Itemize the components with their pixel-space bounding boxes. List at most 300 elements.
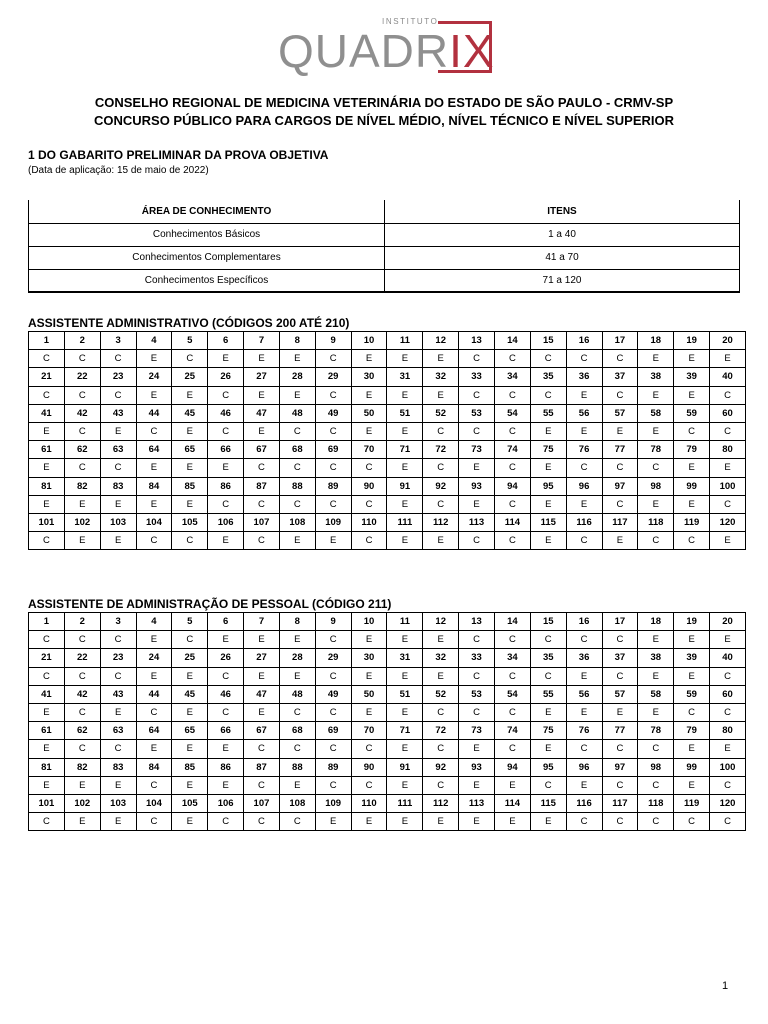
answer-cell: E (351, 703, 387, 721)
question-number: 69 (315, 722, 351, 740)
question-number: 120 (710, 513, 746, 531)
answer-cell: E (387, 422, 423, 440)
question-number: 29 (315, 649, 351, 667)
question-number: 96 (566, 477, 602, 495)
question-number: 103 (100, 513, 136, 531)
question-number: 76 (566, 722, 602, 740)
question-number: 42 (64, 685, 100, 703)
area-items: 71 a 120 (385, 269, 740, 292)
question-number: 71 (387, 722, 423, 740)
question-number: 55 (530, 404, 566, 422)
answer-cell: C (459, 350, 495, 368)
question-number: 112 (423, 513, 459, 531)
answer-cell: C (710, 667, 746, 685)
question-number: 47 (244, 404, 280, 422)
question-number: 17 (602, 332, 638, 350)
question-number: 23 (100, 649, 136, 667)
question-number: 64 (136, 722, 172, 740)
answer-cell: E (638, 350, 674, 368)
answer-cell: E (100, 703, 136, 721)
answer-cell: C (351, 532, 387, 550)
items-col-header: ITENS (385, 200, 740, 223)
question-number: 1 (29, 332, 65, 350)
gabarito-title-1: ASSISTENTE ADMINISTRATIVO (CÓDIGOS 200 ATÉ 210) (28, 316, 350, 330)
question-number: 105 (172, 794, 208, 812)
answer-cell: E (208, 459, 244, 477)
question-number: 75 (530, 441, 566, 459)
question-number: 20 (710, 613, 746, 631)
question-number: 113 (459, 794, 495, 812)
answer-cell: E (208, 740, 244, 758)
answer-cell: C (602, 631, 638, 649)
question-number: 71 (387, 441, 423, 459)
answer-cell: C (674, 422, 710, 440)
answer-cell: E (638, 386, 674, 404)
knowledge-area-header (29, 200, 740, 223)
question-number: 41 (29, 685, 65, 703)
question-number: 109 (315, 513, 351, 531)
question-number: 34 (494, 649, 530, 667)
area-col-header: ÁREA DE CONHECIMENTO (29, 200, 385, 223)
question-number: 100 (710, 758, 746, 776)
answer-cell: C (423, 459, 459, 477)
answer-cell: E (244, 631, 280, 649)
question-number-row (29, 332, 746, 350)
question-number: 87 (244, 758, 280, 776)
question-number: 94 (494, 477, 530, 495)
question-number: 59 (674, 685, 710, 703)
answer-cell: C (494, 350, 530, 368)
question-number: 77 (602, 722, 638, 740)
question-number: 67 (244, 441, 280, 459)
answer-row (29, 776, 746, 794)
answer-cell: C (459, 422, 495, 440)
answer-cell: C (566, 459, 602, 477)
answer-cell: C (494, 459, 530, 477)
area-name: Conhecimentos Específicos (29, 269, 385, 292)
question-number: 38 (638, 649, 674, 667)
answer-cell: C (100, 667, 136, 685)
answer-cell: C (315, 776, 351, 794)
area-name: Conhecimentos Básicos (29, 223, 385, 246)
question-number: 88 (279, 758, 315, 776)
answer-cell: C (64, 350, 100, 368)
question-number: 49 (315, 404, 351, 422)
answer-cell: C (351, 459, 387, 477)
question-number: 50 (351, 685, 387, 703)
answer-cell: E (279, 667, 315, 685)
header-line-2: CONCURSO PÚBLICO PARA CARGOS DE NÍVEL MÉDIO, NÍVEL TÉCNICO E NÍVEL SUPERIOR (93, 113, 674, 128)
question-number: 73 (459, 722, 495, 740)
question-number: 56 (566, 685, 602, 703)
question-number: 14 (494, 332, 530, 350)
question-number: 94 (494, 758, 530, 776)
answer-cell: E (172, 740, 208, 758)
answer-cell: C (602, 740, 638, 758)
area-items: 1 a 40 (385, 223, 740, 246)
answer-cell: E (29, 422, 65, 440)
question-number: 110 (351, 513, 387, 531)
answer-cell: E (423, 350, 459, 368)
answer-row (29, 459, 746, 477)
answer-cell: C (602, 776, 638, 794)
question-number: 66 (208, 722, 244, 740)
answer-cell: C (530, 667, 566, 685)
question-number: 24 (136, 368, 172, 386)
question-number: 36 (566, 649, 602, 667)
question-number: 107 (244, 513, 280, 531)
answer-cell: E (710, 350, 746, 368)
answer-cell: E (279, 350, 315, 368)
question-number: 3 (100, 613, 136, 631)
answer-cell: C (710, 386, 746, 404)
question-number: 95 (530, 758, 566, 776)
question-number: 58 (638, 404, 674, 422)
question-number: 112 (423, 794, 459, 812)
question-number: 111 (387, 794, 423, 812)
question-number: 21 (29, 649, 65, 667)
question-number: 56 (566, 404, 602, 422)
answer-cell: C (674, 703, 710, 721)
answer-cell: C (64, 703, 100, 721)
question-number: 106 (208, 513, 244, 531)
question-number: 52 (423, 685, 459, 703)
answer-cell: E (172, 813, 208, 831)
question-number-row (29, 794, 746, 812)
question-number: 110 (351, 794, 387, 812)
answer-cell: E (100, 422, 136, 440)
answer-cell: E (387, 459, 423, 477)
answer-cell: E (64, 776, 100, 794)
logo-wordmark (278, 23, 495, 79)
answer-cell: C (602, 386, 638, 404)
answer-cell: E (602, 422, 638, 440)
answer-cell: E (172, 703, 208, 721)
question-number: 99 (674, 477, 710, 495)
answer-cell: E (387, 495, 423, 513)
question-number: 108 (279, 794, 315, 812)
question-number: 85 (172, 477, 208, 495)
question-number: 11 (387, 332, 423, 350)
question-number: 93 (459, 758, 495, 776)
answer-cell: E (100, 495, 136, 513)
question-number: 27 (244, 649, 280, 667)
answer-cell: C (29, 631, 65, 649)
answer-cell: C (208, 386, 244, 404)
question-number: 54 (494, 685, 530, 703)
question-number: 6 (208, 613, 244, 631)
question-number: 6 (208, 332, 244, 350)
question-number: 25 (172, 368, 208, 386)
answer-cell: C (674, 532, 710, 550)
question-number: 98 (638, 477, 674, 495)
question-number: 104 (136, 513, 172, 531)
question-number: 51 (387, 404, 423, 422)
answer-cell: C (172, 350, 208, 368)
answer-cell: C (315, 422, 351, 440)
question-number: 78 (638, 722, 674, 740)
question-number: 57 (602, 404, 638, 422)
question-number: 68 (279, 441, 315, 459)
question-number: 31 (387, 368, 423, 386)
answer-cell: E (530, 813, 566, 831)
question-number: 7 (244, 332, 280, 350)
question-number-row (29, 649, 746, 667)
question-number: 111 (387, 513, 423, 531)
answer-cell: C (244, 813, 280, 831)
answer-cell: E (710, 740, 746, 758)
answer-cell: C (423, 740, 459, 758)
answer-cell: E (351, 386, 387, 404)
question-number: 96 (566, 758, 602, 776)
answer-row (29, 422, 746, 440)
question-number: 115 (530, 794, 566, 812)
question-number: 15 (530, 332, 566, 350)
answer-cell: E (423, 667, 459, 685)
answer-cell: E (29, 740, 65, 758)
question-number: 120 (710, 794, 746, 812)
answer-cell: E (566, 667, 602, 685)
question-number: 87 (244, 477, 280, 495)
answer-row (29, 532, 746, 550)
question-number: 12 (423, 332, 459, 350)
answer-cell: E (674, 776, 710, 794)
answer-cell: C (494, 703, 530, 721)
answer-key-table-1 (28, 331, 746, 550)
answer-cell: C (279, 703, 315, 721)
answer-cell: E (566, 495, 602, 513)
answer-cell: E (136, 631, 172, 649)
answer-cell: C (315, 350, 351, 368)
logo-instituto-text: INSTITUTO (382, 17, 439, 26)
question-number: 16 (566, 613, 602, 631)
answer-cell: C (64, 631, 100, 649)
answer-cell: C (494, 667, 530, 685)
question-number: 19 (674, 332, 710, 350)
question-number: 101 (29, 794, 65, 812)
answer-cell: E (279, 776, 315, 794)
question-number: 49 (315, 685, 351, 703)
question-number: 84 (136, 477, 172, 495)
question-number: 92 (423, 477, 459, 495)
area-items: 41 a 70 (385, 246, 740, 269)
question-number: 18 (638, 332, 674, 350)
question-number-row (29, 685, 746, 703)
knowledge-area-row (29, 246, 740, 269)
question-number: 48 (279, 404, 315, 422)
question-number: 36 (566, 368, 602, 386)
answer-cell: C (423, 422, 459, 440)
question-number: 40 (710, 649, 746, 667)
question-number: 30 (351, 649, 387, 667)
answer-cell: C (244, 776, 280, 794)
answer-cell: E (64, 813, 100, 831)
answer-cell: C (530, 776, 566, 794)
answer-cell: C (100, 386, 136, 404)
answer-cell: E (29, 703, 65, 721)
answer-cell: C (315, 667, 351, 685)
answer-cell: C (315, 631, 351, 649)
answer-cell: E (64, 532, 100, 550)
answer-cell: C (136, 776, 172, 794)
answer-cell: E (710, 532, 746, 550)
answer-cell: C (100, 740, 136, 758)
answer-cell: E (387, 386, 423, 404)
answer-row (29, 667, 746, 685)
answer-cell: E (351, 350, 387, 368)
answer-cell: C (244, 532, 280, 550)
answer-cell: C (530, 631, 566, 649)
answer-row (29, 495, 746, 513)
answer-cell: E (459, 813, 495, 831)
answer-cell: C (64, 667, 100, 685)
answer-cell: E (100, 532, 136, 550)
answer-cell: C (710, 422, 746, 440)
question-number: 86 (208, 758, 244, 776)
question-number-row (29, 404, 746, 422)
question-number: 86 (208, 477, 244, 495)
question-number: 7 (244, 613, 280, 631)
question-number: 58 (638, 685, 674, 703)
question-number: 22 (64, 649, 100, 667)
question-number: 91 (387, 477, 423, 495)
answer-cell: C (208, 667, 244, 685)
question-number: 93 (459, 477, 495, 495)
question-number: 44 (136, 404, 172, 422)
question-number: 19 (674, 613, 710, 631)
answer-cell: E (172, 495, 208, 513)
answer-cell: C (638, 532, 674, 550)
question-number: 62 (64, 441, 100, 459)
answer-cell: E (602, 703, 638, 721)
answer-row (29, 386, 746, 404)
answer-cell: E (566, 422, 602, 440)
answer-cell: C (459, 703, 495, 721)
answer-cell: E (351, 667, 387, 685)
question-number: 42 (64, 404, 100, 422)
question-number: 61 (29, 441, 65, 459)
answer-cell: E (674, 667, 710, 685)
question-number: 64 (136, 441, 172, 459)
question-number: 118 (638, 794, 674, 812)
answer-cell: C (315, 459, 351, 477)
answer-cell: E (494, 776, 530, 794)
question-number: 104 (136, 794, 172, 812)
answer-cell: E (530, 532, 566, 550)
answer-cell: C (208, 422, 244, 440)
question-number: 68 (279, 722, 315, 740)
question-number: 72 (423, 722, 459, 740)
question-number: 113 (459, 513, 495, 531)
answer-cell: C (208, 703, 244, 721)
answer-cell: E (351, 813, 387, 831)
question-number: 34 (494, 368, 530, 386)
answer-cell: C (566, 740, 602, 758)
question-number: 81 (29, 477, 65, 495)
answer-cell: E (459, 776, 495, 794)
answer-cell: E (674, 386, 710, 404)
logo-word-b: IX (449, 25, 495, 77)
answer-row (29, 631, 746, 649)
question-number: 76 (566, 441, 602, 459)
question-number: 39 (674, 649, 710, 667)
answer-cell: E (387, 740, 423, 758)
answer-cell: E (279, 386, 315, 404)
question-number: 37 (602, 649, 638, 667)
question-number: 5 (172, 332, 208, 350)
answer-cell: E (244, 703, 280, 721)
answer-cell: C (64, 740, 100, 758)
answer-cell: E (530, 422, 566, 440)
answer-cell: C (674, 813, 710, 831)
answer-cell: E (387, 776, 423, 794)
question-number: 30 (351, 368, 387, 386)
answer-key-table-2 (28, 612, 746, 831)
answer-cell: E (29, 495, 65, 513)
answer-cell: E (423, 532, 459, 550)
answer-cell: C (602, 459, 638, 477)
question-number: 59 (674, 404, 710, 422)
question-number: 118 (638, 513, 674, 531)
question-number: 40 (710, 368, 746, 386)
question-number: 28 (279, 368, 315, 386)
answer-cell: C (172, 631, 208, 649)
answer-cell: E (64, 495, 100, 513)
question-number: 31 (387, 649, 423, 667)
question-number: 105 (172, 513, 208, 531)
answer-cell: C (64, 386, 100, 404)
question-number: 28 (279, 649, 315, 667)
answer-cell: E (566, 703, 602, 721)
answer-cell: E (423, 631, 459, 649)
answer-cell: E (674, 495, 710, 513)
answer-cell: C (136, 532, 172, 550)
question-number-row (29, 758, 746, 776)
question-number: 52 (423, 404, 459, 422)
quadrix-logo (278, 17, 495, 77)
question-number: 10 (351, 332, 387, 350)
answer-cell: C (279, 422, 315, 440)
answer-row (29, 740, 746, 758)
question-number: 89 (315, 758, 351, 776)
answer-cell: C (494, 631, 530, 649)
question-number-row (29, 477, 746, 495)
answer-cell: E (136, 495, 172, 513)
question-number: 83 (100, 477, 136, 495)
answer-cell: C (208, 813, 244, 831)
question-number: 97 (602, 477, 638, 495)
question-number: 46 (208, 404, 244, 422)
answer-cell: C (29, 532, 65, 550)
answer-cell: E (638, 667, 674, 685)
question-number: 116 (566, 513, 602, 531)
answer-cell: E (208, 350, 244, 368)
header-line-1: CONSELHO REGIONAL DE MEDICINA VETERINÁRIA DO ESTADO DE SÃO PAULO - CRMV-SP (94, 95, 674, 110)
answer-cell: E (387, 532, 423, 550)
question-number: 114 (494, 513, 530, 531)
question-number: 119 (674, 794, 710, 812)
answer-cell: E (172, 667, 208, 685)
question-number: 114 (494, 794, 530, 812)
question-number: 11 (387, 613, 423, 631)
answer-cell: C (602, 813, 638, 831)
question-number: 66 (208, 441, 244, 459)
answer-cell: E (244, 667, 280, 685)
question-number: 100 (710, 477, 746, 495)
question-number: 37 (602, 368, 638, 386)
question-number: 8 (279, 613, 315, 631)
question-number: 90 (351, 477, 387, 495)
